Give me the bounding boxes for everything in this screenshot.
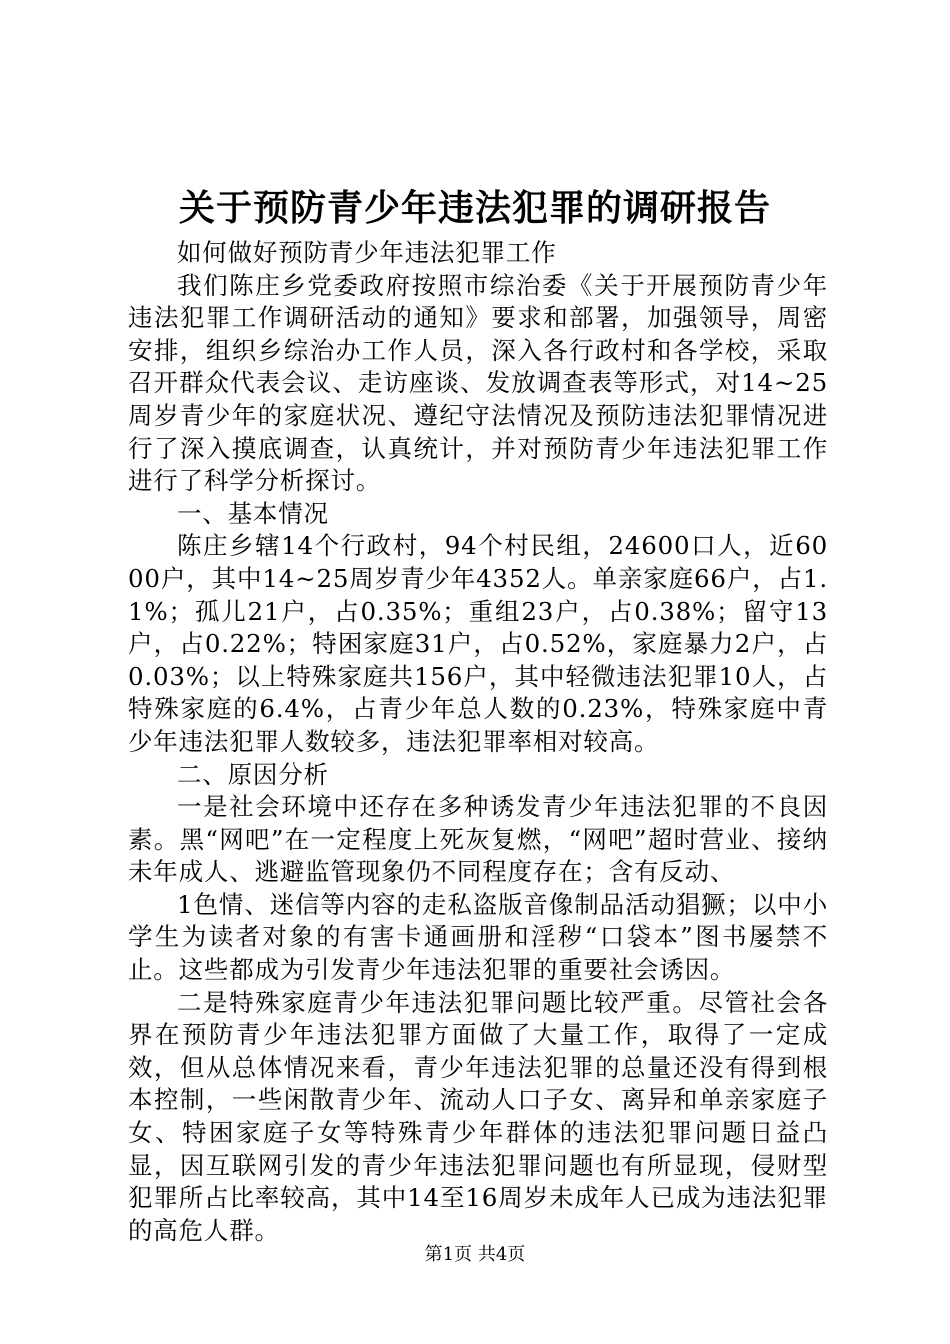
paragraph-cause-one: 一是社会环境中还存在多种诱发青少年违法犯罪的不良因素。黑“网吧”在一定程度上死灰复燃，“网吧”超时营业、接纳未年成人、逃避监管现象仍不同程度存在；含有反动、 [128,792,828,887]
page-number-footer: 第1页 共4页 [424,1244,526,1265]
paragraph-cause-two: 二是特殊家庭青少年违法犯罪问题比较严重。尽管社会各界在预防青少年违法犯罪方面做了大量工作，取得了一定成效，但从总体情况来看，青少年违法犯罪的总量还没有得到根本控制，一些闲散青少年、流动人口子女、离异和单亲家庭子女、特困家庭子女等特殊青少年群体的违法犯罪问题日益凸显，因互联网引发的青少年违法犯罪问题也有所显现，侵财型犯罪所占比率较高，其中14至16周岁未成年人已成为违法犯罪的高危人群。 [128,987,828,1245]
document-body [128,237,828,1247]
paragraph-basic-info: 陈庄乡辖14个行政村，94个村民组，24600口人，近6000户，其中14~25周岁青少年4352人。单亲家庭66户，占1.1%；孤儿21户，占0.35%；重组23户，占0.38%；留守13户，占0.22%；特困家庭31户，占0.52%，家庭暴力2户，占0.03%；以上特殊家庭共156户，其中轻微违法犯罪10人，占特殊家庭的6.4%，占青少年总人数的0.23%，特殊家庭中青少年违法犯罪人数较多，违法犯罪率相对较高。 [128,531,828,756]
paragraph-subtitle: 如何做好预防青少年违法犯罪工作 [177,238,557,267]
paragraph-cause-one-continued: 1色情、迷信等内容的走私盗版音像制品活动猖獗；以中小学生为读者对象的有害卡通画册和淫秽“口袋本”图书屡禁不止。这些都成为引发青少年违法犯罪的重要社会诱因。 [128,889,828,985]
paragraph-intro: 我们陈庄乡党委政府按照市综治委《关于开展预防青少年违法犯罪工作调研活动的通知》要求和部署，加强领导，周密安排，组织乡综治办工作人员，深入各行政村和各学校，采取召开群众代表会议、走访座谈、发放调查表等形式，对14~25周岁青少年的家庭状况、遵纪守法情况及预防违法犯罪情况进行了深入摸底调查，认真统计，并对预防青少年违法犯罪工作进行了科学分析探讨。 [128,270,828,496]
section-heading-basic: 一、基本情况 [177,498,329,528]
section-heading-causes: 二、原因分析 [177,759,329,789]
document-title: 关于预防青少年违法犯罪的调研报告 [178,188,771,229]
